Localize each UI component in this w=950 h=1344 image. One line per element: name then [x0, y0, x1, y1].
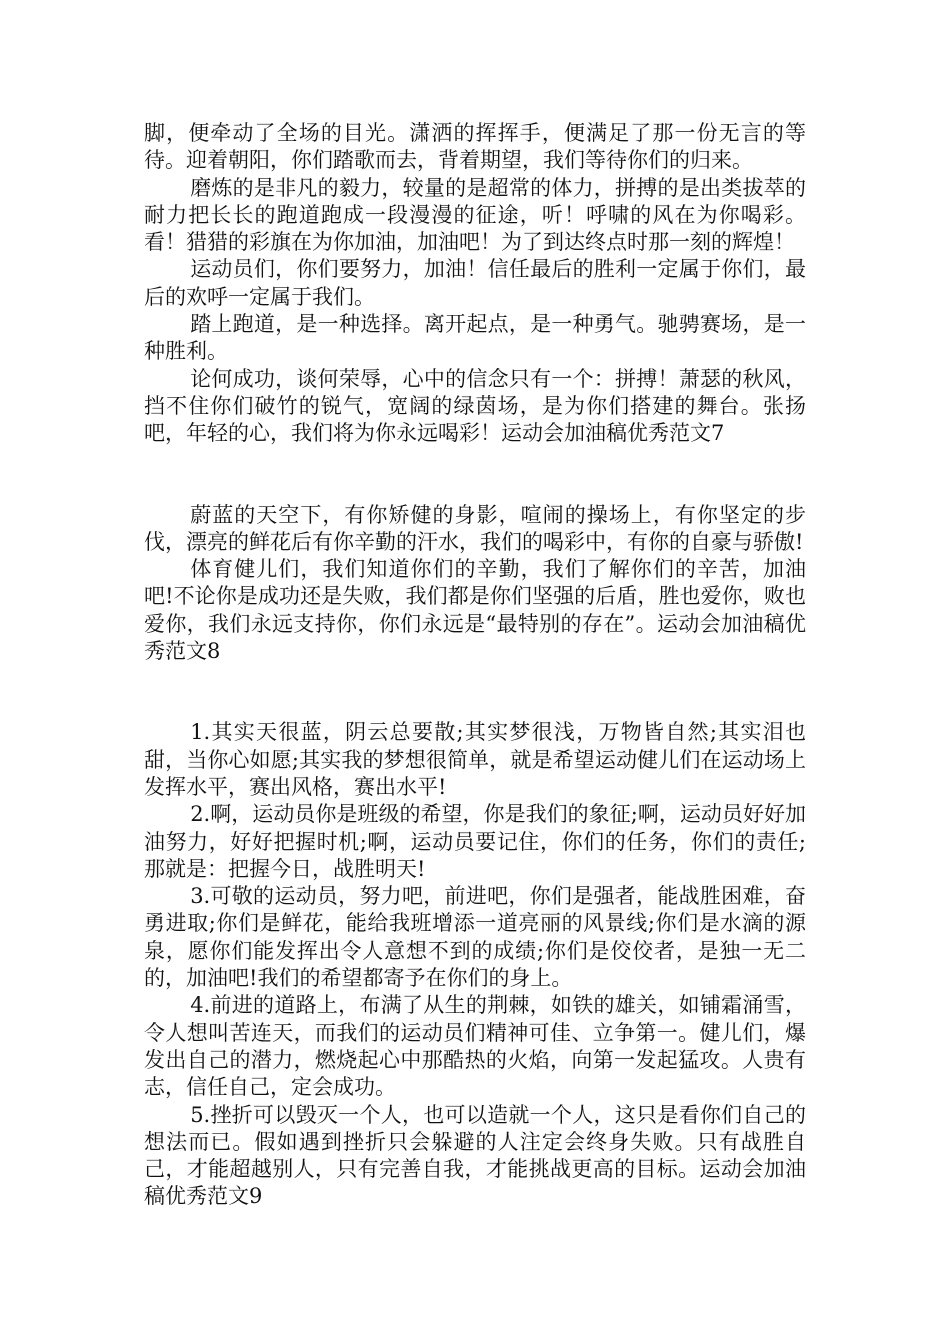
- list-item: 4.前进的道路上，布满了从生的荆棘，如铁的雄关，如铺霜涌雪，令人想叫苦连天，而我们的运动员们精神可佳、立争第一。健儿们，爆发出自己的潜力，燃烧起心中那酷热的火焰，向第一发起猛攻。人贵有志，信任自己，定会成功。: [144, 993, 806, 1100]
- paragraph: 脚，便牵动了全场的目光。潇洒的挥挥手，便满足了那一份无言的等待。迎着朝阳，你们踏歌而去，背着期望，我们等待你们的归来。: [144, 121, 806, 173]
- blank-line: [144, 665, 806, 692]
- paragraph: 运动员们，你们要努力，加油！信任最后的胜利一定属于你们，最后的欢呼一定属于我们。: [144, 257, 806, 309]
- paragraph: 踏上跑道，是一种选择。离开起点，是一种勇气。驰骋赛场，是一种胜利。: [144, 312, 806, 364]
- paragraph: 蔚蓝的天空下，有你矫健的身影，喧闹的操场上，有你坚定的步伐，漂亮的鲜花后有你辛勤的汗水，我们的喝彩中，有你的自豪与骄傲!: [144, 502, 806, 554]
- list-item: 1.其实天很蓝，阴云总要散;其实梦很浅，万物皆自然;其实泪也甜，当你心如愿;其实我的梦想很简单，就是希望运动健儿们在运动场上发挥水平，赛出风格，赛出水平!: [144, 720, 806, 799]
- paragraph: 磨炼的是非凡的毅力，较量的是超常的体力，拼搏的是出类拔萃的耐力把长长的跑道跑成一段漫漫的征途，听！呼啸的风在为你喝彩。看！猎猎的彩旗在为你加油，加油吧！为了到达终点时那一刻的辉煌！: [144, 175, 806, 255]
- list-item: 5.挫折可以毁灭一个人，也可以造就一个人，这只是看你们自己的想法而已。假如遇到挫折只会躲避的人注定会终身失败。只有战胜自己，才能超越别人，只有完善自我，才能挑战更高的目标。运动会加油稿优秀范文9: [144, 1102, 806, 1209]
- blank-line: [144, 475, 806, 502]
- paragraph: 论何成功，谈何荣辱，心中的信念只有一个：拼搏！萧瑟的秋风，挡不住你们破竹的锐气，宽阔的绿茵场，是为你们搭建的舞台。张扬吧，年轻的心，我们将为你永远喝彩！运动会加油稿优秀范文7: [144, 366, 806, 446]
- blank-line: [144, 448, 806, 475]
- blank-line: [144, 692, 806, 719]
- paragraph: 体育健儿们，我们知道你们的辛勤，我们了解你们的辛苦，加油吧!不论你是成功还是失败，我们都是你们坚强的后盾，胜也爱你，败也爱你，我们永远支持你，你们永远是“最特别的存在”。运动会加油稿优秀范文8: [144, 557, 806, 664]
- list-item: 2.啊，运动员你是班级的希望，你是我们的象征;啊，运动员好好加油努力，好好把握时机;啊，运动员要记住，你们的任务，你们的责任;那就是：把握今日，战胜明天!: [144, 802, 806, 881]
- document-body: [144, 120, 806, 1211]
- list-item: 3.可敬的运动员，努力吧，前进吧，你们是强者，能战胜困难，奋勇进取;你们是鲜花，能给我班增添一道亮丽的风景线;你们是水滴的源泉，愿你们能发挥出令人意想不到的成绩;你们是佼佼者，是独一无二的，加油吧!我们的希望都寄予在你们的身上。: [144, 884, 806, 991]
